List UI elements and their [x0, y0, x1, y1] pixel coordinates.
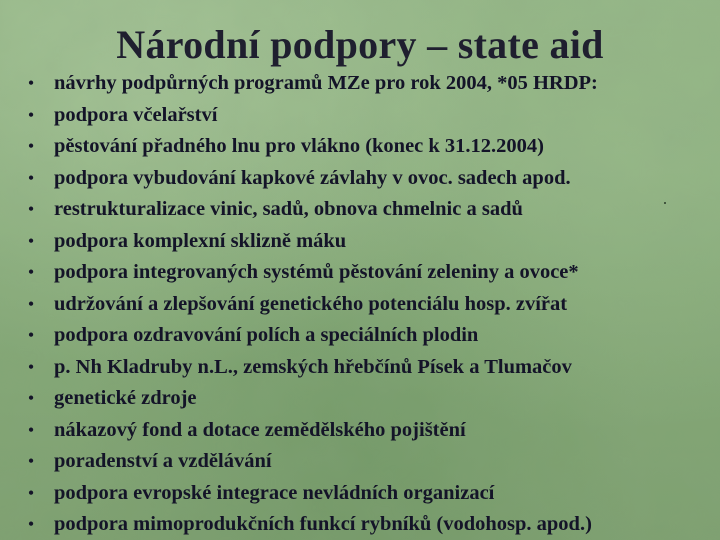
bullet-item	[0, 383, 720, 415]
bullet-text: nákazový fond a dotace zemědělského pojištění	[54, 418, 466, 441]
bullet-dot: •	[28, 421, 34, 439]
bullet-dot: •	[28, 75, 34, 92]
bullet-item	[0, 320, 720, 352]
bullet-text: podpora evropské integrace nevládních organizací	[54, 481, 495, 504]
bullet-item	[0, 289, 720, 321]
bullet-text: restrukturalizace vinic, sadů, obnova chmelnic a sadů	[54, 198, 523, 220]
bullet-dot: •	[28, 169, 34, 187]
bullet-list	[0, 68, 720, 540]
bullet-dot: •	[28, 106, 34, 124]
bullet-dot: •	[28, 138, 34, 155]
bullet-dot: •	[28, 516, 34, 533]
bullet-item	[0, 131, 720, 163]
bullet-item	[0, 446, 720, 478]
bullet-item	[0, 68, 720, 100]
bullet-text: genetické zdroje	[54, 387, 197, 409]
bullet-item	[0, 509, 720, 540]
bullet-dot: •	[28, 232, 34, 250]
bullet-text: p. Nh Kladruby n.L., zemských hřebčínů Písek a Tlumačov	[54, 355, 572, 378]
bullet-item	[0, 415, 720, 447]
bullet-text: podpora mimoprodukčních funkcí rybníků (vodohosp. apod.)	[54, 513, 592, 535]
bullet-dot: •	[28, 484, 34, 502]
slide-title: Národní podpory – state aid	[116, 22, 604, 67]
bullet-text: návrhy podpůrných programů MZe pro rok 2004, *05 HRDP:	[54, 72, 598, 94]
bullet-text: pěstování přadného lnu pro vlákno (konec k 31.12.2004)	[54, 135, 545, 157]
bullet-item	[0, 257, 720, 289]
bullet-dot: •	[28, 453, 34, 470]
bullet-dot: •	[28, 264, 34, 281]
bullet-dot: •	[28, 295, 34, 313]
bullet-dot: •	[28, 201, 34, 218]
bullet-text: poradenství a vzdělávání	[54, 450, 272, 472]
bullet-dot: •	[28, 358, 34, 376]
bullet-text: podpora integrovaných systémů pěstování zeleniny a ovoce*	[54, 261, 579, 283]
bullet-item	[0, 163, 720, 195]
bullet-dot: •	[28, 390, 34, 407]
bullet-item	[0, 352, 720, 384]
bullet-text: podpora ozdravování polích a speciálních plodin	[54, 324, 479, 346]
stray-dot	[664, 202, 666, 204]
bullet-item	[0, 194, 720, 226]
bullet-text: udržování a zlepšování genetického potenciálu hosp. zvířat	[54, 292, 568, 315]
bullet-dot: •	[28, 327, 34, 344]
bullet-text: podpora vybudování kapkové závlahy v ovoc. sadech apod.	[54, 166, 571, 189]
bullet-text: podpora komplexní sklizně máku	[54, 229, 347, 252]
bullet-item	[0, 226, 720, 258]
bullet-item	[0, 478, 720, 510]
bullet-text: podpora včelařství	[54, 103, 218, 126]
bullet-item	[0, 100, 720, 132]
